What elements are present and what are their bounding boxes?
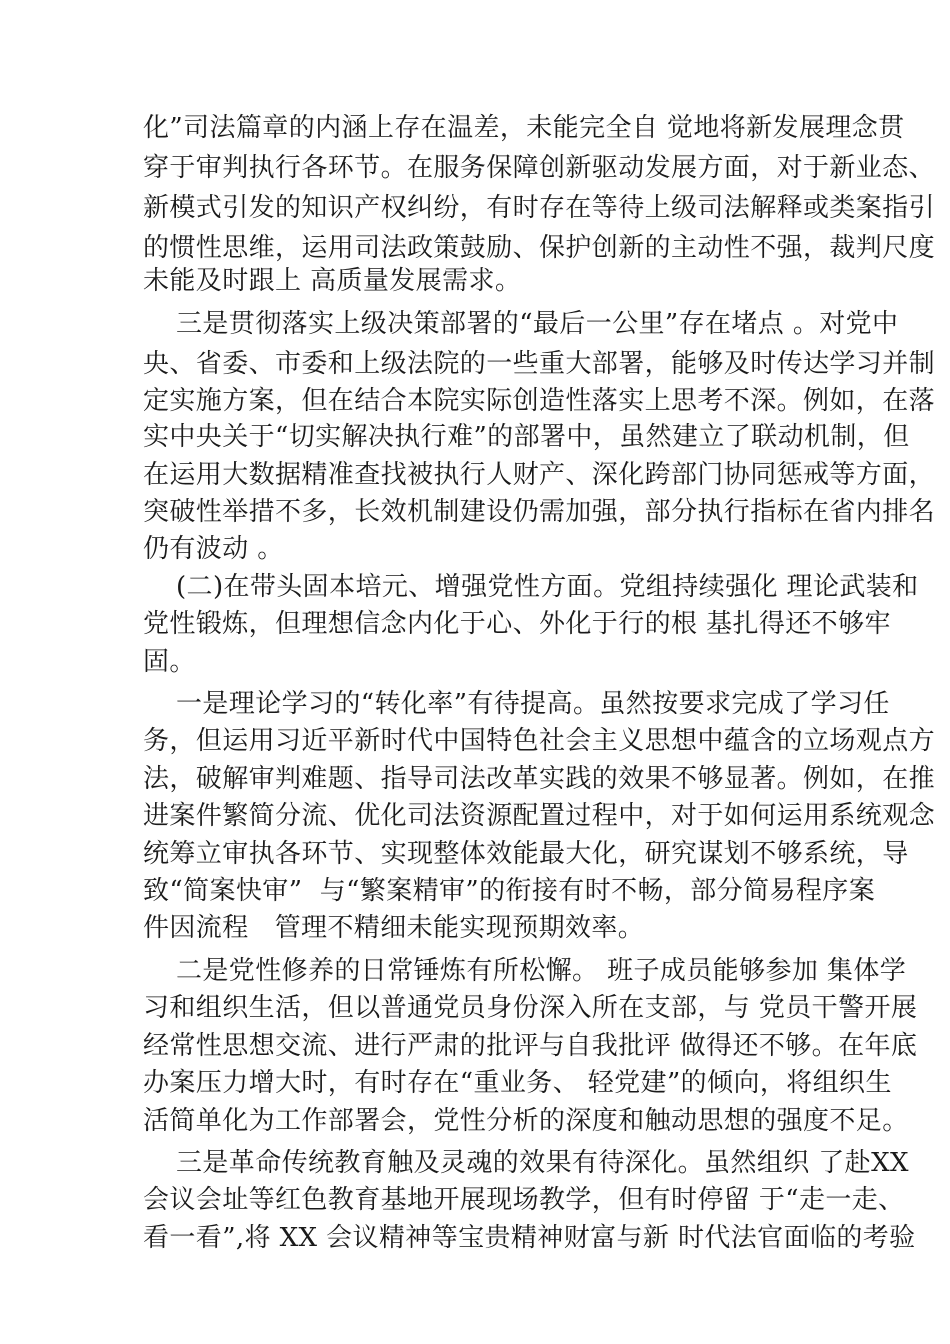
text-line: 件因流程 管理不精细未能实现预期效率。 (143, 913, 645, 943)
text-line: 致“简案快审” 与“繁案精审”的衔接有时不畅，部分简易程序案 (143, 876, 876, 906)
text-line: 务，但运用习近平新时代中国特色社会主义思想中蕴含的立场观点方 (143, 726, 936, 756)
text-line: 定实施方案，但在结合本院实际创造性落实上思考不深。例如，在落 (143, 386, 936, 416)
text-line: 央、省委、市委和上级法院的一些重大部署，能够及时传达学习并制 (143, 349, 936, 379)
text-line: 办案压力增大时，有时存在“重业务、 轻党建”的倾向，将组织生 (143, 1068, 892, 1098)
text-line: 进案件繁简分流、优化司法资源配置过程中，对于如何运用系统观念 (143, 801, 936, 831)
paragraph-first-line: 二是党性修养的日常锤炼有所松懈。 班子成员能够参加 集体学 (176, 956, 907, 986)
text-line: 未能及时跟上 高质量发展需求。 (143, 266, 522, 296)
text-line: 活简单化为工作部署会，党性分析的深度和触动思想的强度不足。 (143, 1106, 909, 1136)
text-line: 法，破解审判难题、指导司法改革实践的效果不够显著。例如，在推 (143, 764, 936, 794)
text-line: 党性锻炼，但理想信念内化于心、外化于行的根 基扎得还不够牢 (143, 609, 891, 639)
text-line: 经常性思想交流、进行严肃的批评与自我批评 做得还不够。在年底 (143, 1031, 918, 1061)
text-line: 统筹立审执各环节、实现整体效能最大化，研究谋划不够系统，导 (143, 839, 909, 869)
text-line: 实中央关于“切实解决执行难”的部署中，虽然建立了联动机制，但 (143, 422, 910, 452)
section-heading-line: (二)在带头固本培元、增强党性方面。党组持续强化 理论武装和 (176, 572, 919, 602)
text-line: 固。 (143, 647, 196, 677)
text-line: 会议会址等红色教育基地开展现场教学，但有时停留 于“走一走、 (143, 1185, 905, 1215)
text-line: 新模式引发的知识产权纠纷，有时存在等待上级司法解释或类案指引 (143, 193, 936, 223)
paragraph-first-line: 一是理论学习的“转化率”有待提高。虽然按要求完成了学习任 (176, 689, 890, 719)
text-line: 突破性举措不多，长效机制建设仍需加强，部分执行指标在省内排名 (143, 497, 936, 527)
text-line: 穿于审判执行各环节。在服务保障创新驱动发展方面，对于新业态、 (143, 153, 936, 183)
text-line: 化”司法篇章的内涵上存在温差，未能完全自 觉地将新发展理念贯 (143, 113, 905, 143)
text-line: 看一看”,将 XX 会议精神等宝贵精神财富与新 时代法官面临的考验 (143, 1223, 916, 1253)
text-line: 习和组织生活，但以普通党员身份深入所在支部，与 党员干警开展 (143, 993, 918, 1023)
text-line: 的惯性思维，运用司法政策鼓励、保护创新的主动性不强，裁判尺度 (143, 233, 936, 263)
text-line: 仍有波动 。 (143, 534, 284, 564)
paragraph-first-line: 三是贯彻落实上级决策部署的“最后一公里”存在堵点 。对党中 (176, 309, 899, 339)
paragraph-first-line: 三是革命传统教育触及灵魂的效果有待深化。虽然组织 了赴XX (176, 1148, 909, 1178)
text-line: 在运用大数据精准查找被执行人财产、深化跨部门协同惩戒等方面， (143, 460, 936, 490)
